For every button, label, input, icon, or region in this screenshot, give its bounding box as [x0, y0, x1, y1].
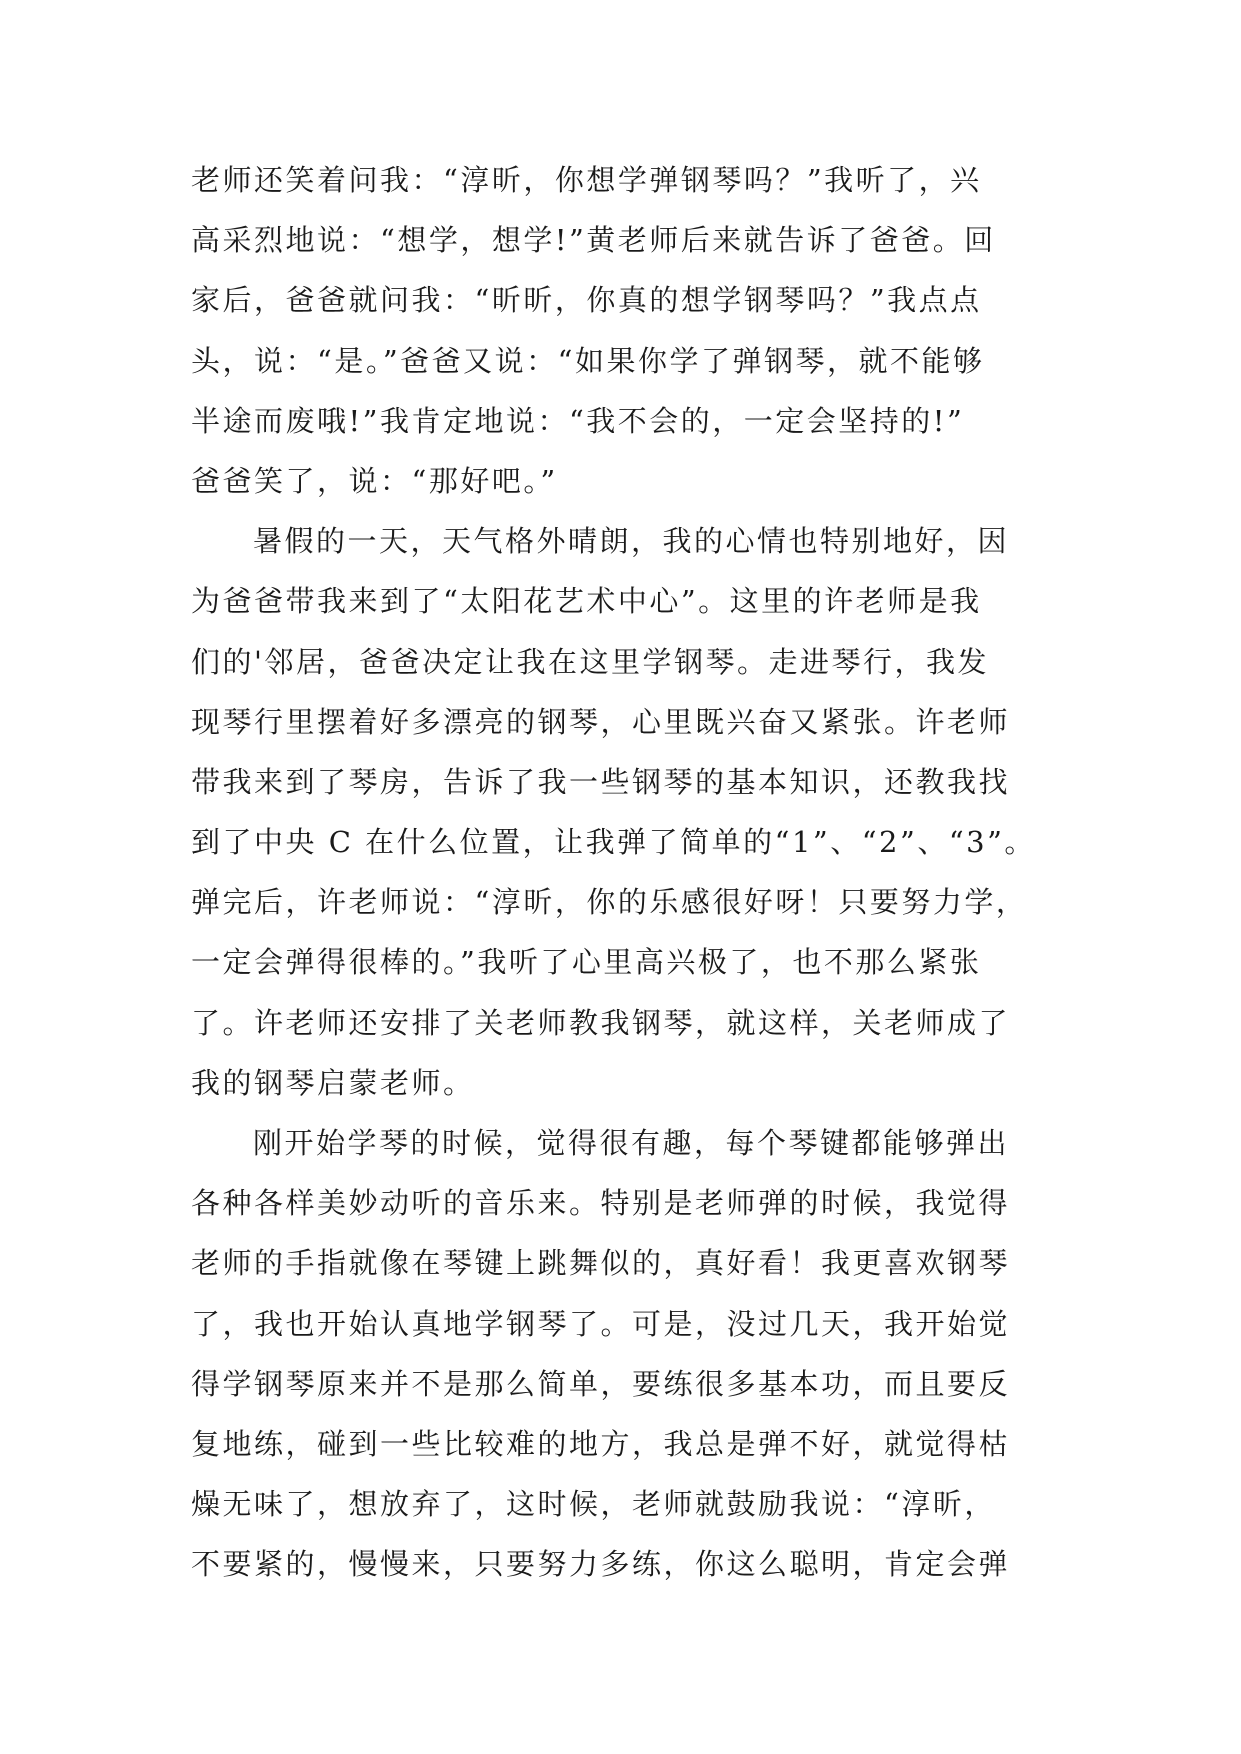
text-line: 各种各样美妙动听的音乐来。特别是老师弹的时候，我觉得: [191, 1186, 1011, 1221]
text-line: 了，我也开始认真地学钢琴了。可是，没过几天，我开始觉: [191, 1306, 1011, 1341]
text-line: 不要紧的，慢慢来，只要努力多练，你这么聪明，肯定会弹: [191, 1547, 1011, 1582]
text-line: 弹完后，许老师说：“淳昕，你的乐感很好呀！只要努力学，: [191, 885, 1028, 920]
text-line: 老师还笑着问我：“淳昕，你想学弹钢琴吗？”我听了，兴: [191, 163, 982, 197]
text-line: 头，说：“是。”爸爸又说：“如果你学了弹钢琴，就不能够: [191, 343, 985, 378]
paragraph-start-line: 暑假的一天，天气格外晴朗，我的心情也特别地好，因: [253, 524, 1010, 559]
text-line: 家后，爸爸就问我：“昕昕，你真的想学钢琴吗？”我点点: [191, 283, 982, 318]
article-body: [191, 150, 1071, 1595]
text-line: 带我来到了琴房，告诉了我一些钢琴的基本知识，还教我找: [191, 764, 1011, 799]
text-line: 高采烈地说：“想学，想学!”黄老师后来就告诉了爸爸。回: [191, 223, 996, 258]
text-line: 老师的手指就像在琴键上跳舞似的，真好看！我更喜欢钢琴: [191, 1246, 1011, 1281]
text-line: 了。许老师还安排了关老师教我钢琴，就这样，关老师成了: [191, 1005, 1011, 1040]
text-line: 现琴行里摆着好多漂亮的钢琴，心里既兴奋又紧张。许老师: [191, 704, 1011, 739]
text-line: 们的'邻居，爸爸决定让我在这里学钢琴。走进琴行，我发: [191, 644, 989, 679]
text-line: 爸爸笑了，说：“那好吧。”: [191, 463, 558, 498]
text-line: 半途而废哦!”我肯定地说：“我不会的，一定会坚持的!”: [191, 403, 965, 438]
paragraph-start-line: 刚开始学琴的时候，觉得很有趣，每个琴键都能够弹出: [253, 1126, 1010, 1160]
text-line: 复地练，碰到一些比较难的地方，我总是弹不好，就觉得枯: [191, 1426, 1011, 1461]
text-line: 一定会弹得很棒的。”我听了心里高兴极了，也不那么紧张: [191, 945, 982, 980]
text-line: 为爸爸带我来到了“太阳花艺术中心”。这里的许老师是我: [191, 584, 982, 619]
text-line: 燥无味了，想放弃了，这时候，老师就鼓励我说：“淳昕，: [191, 1487, 996, 1522]
text-line: 得学钢琴原来并不是那么简单，要练很多基本功，而且要反: [191, 1366, 1011, 1401]
text-line: 我的钢琴启蒙老师。: [191, 1065, 475, 1100]
text-line: 到了中央 C 在什么位置，让我弹了简单的“1”、“2”、“3”。: [191, 825, 1036, 860]
